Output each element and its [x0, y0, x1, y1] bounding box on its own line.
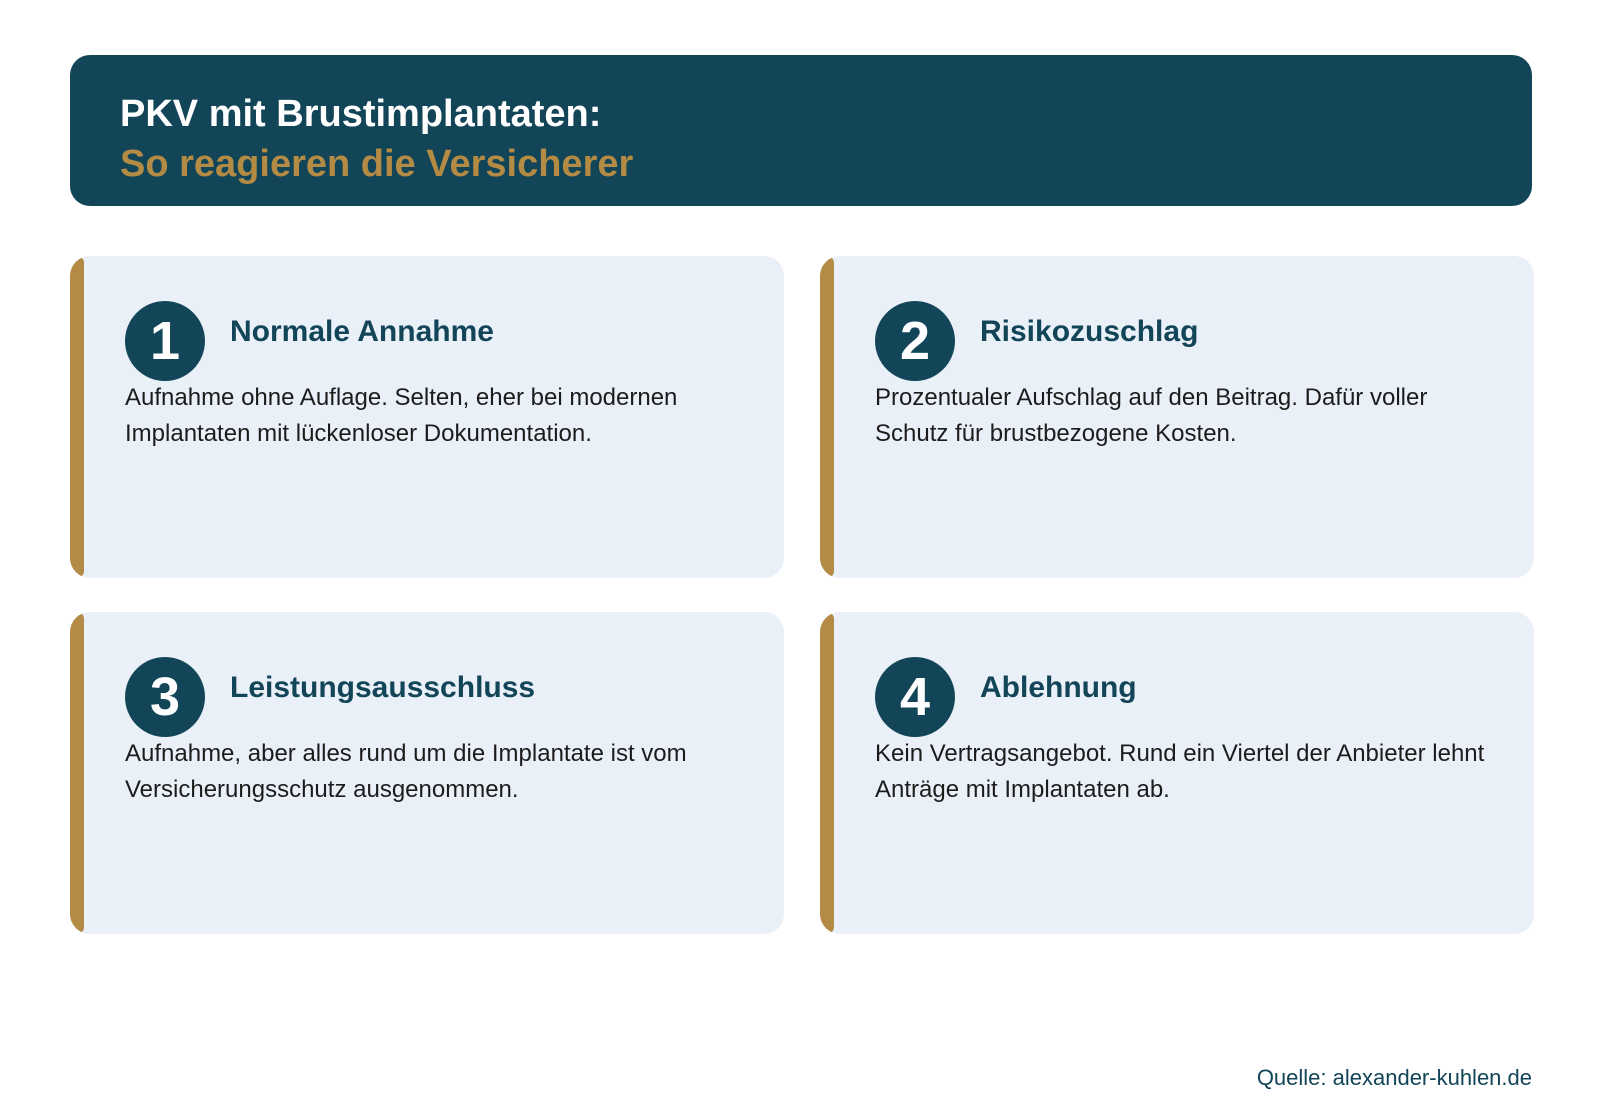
card-description: Aufnahme, aber alles rund um die Implantate ist vom Versicherungsschutz ausgenommen.	[125, 740, 687, 803]
card-accent-bar	[70, 612, 84, 934]
card-accent-bar	[820, 612, 834, 934]
card-description: Prozentualer Aufschlag auf den Beitrag. Dafür voller Schutz für brustbezogene Kosten.	[875, 384, 1428, 447]
header-banner	[70, 55, 1532, 206]
option-card-normal-acceptance	[70, 256, 784, 578]
number-badge: 4	[875, 657, 955, 737]
number-badge: 2	[875, 301, 955, 381]
card-title: Risikozuschlag	[980, 315, 1199, 348]
page-subtitle: So reagieren die Versicherer	[120, 143, 634, 185]
option-card-rejection	[820, 612, 1534, 934]
card-title: Leistungsausschluss	[230, 671, 536, 704]
card-description: Aufnahme ohne Auflage. Selten, eher bei modernen Implantaten mit lückenloser Dokumentation.	[125, 384, 678, 447]
card-accent-bar	[820, 256, 834, 578]
card-title: Normale Annahme	[230, 315, 494, 348]
page-title: PKV mit Brustimplantaten:	[120, 93, 602, 135]
card-title: Ablehnung	[980, 671, 1137, 704]
option-card-risk-surcharge	[820, 256, 1534, 578]
card-description: Kein Vertragsangebot. Rund ein Viertel der Anbieter lehnt Anträge mit Implantaten ab.	[875, 740, 1485, 803]
option-card-benefit-exclusion	[70, 612, 784, 934]
source-credit: Quelle: alexander-kuhlen.de	[1256, 1065, 1532, 1090]
number-badge: 1	[125, 301, 205, 381]
number-badge: 3	[125, 657, 205, 737]
card-accent-bar	[70, 256, 84, 578]
